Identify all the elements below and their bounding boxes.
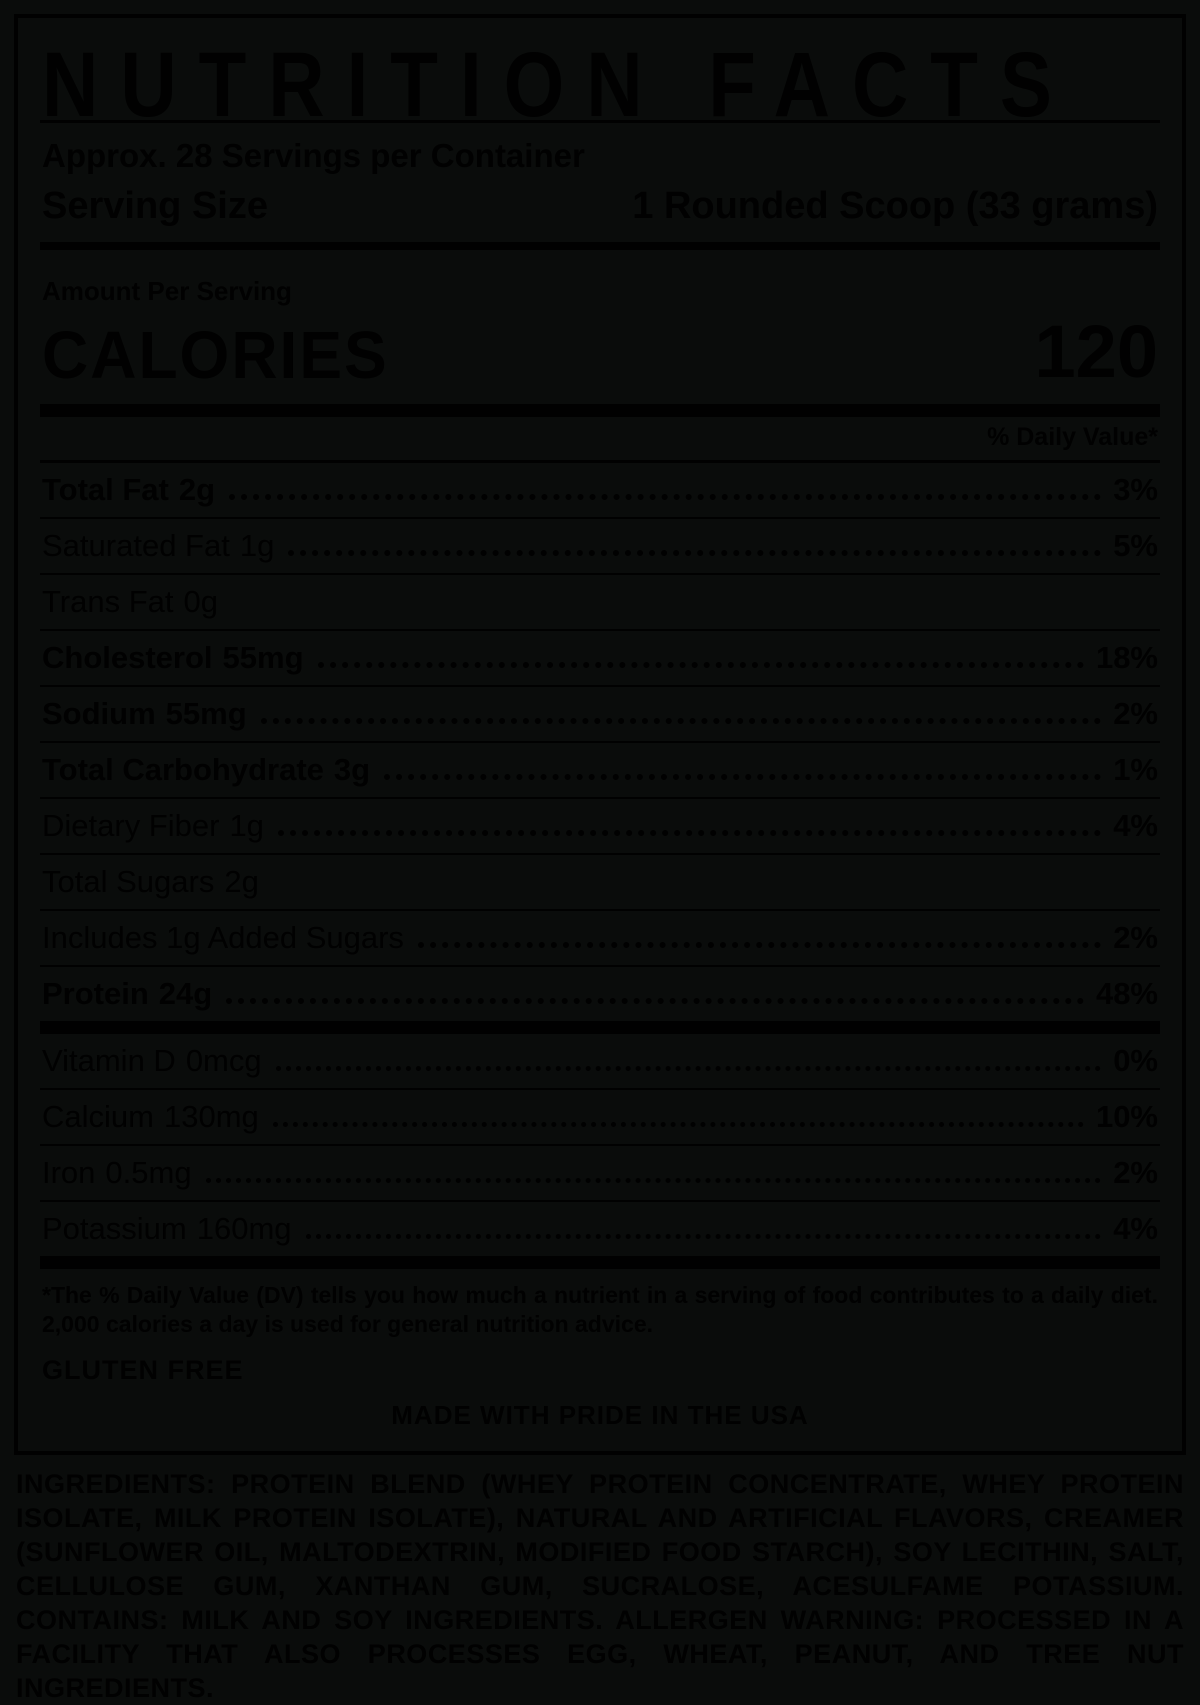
nutrient-row-cholesterol: Cholesterol 55mg 18%	[40, 629, 1160, 685]
dotted-leader	[261, 718, 1102, 724]
serving-size-value: 1 Rounded Scoop (33 grams)	[632, 185, 1158, 227]
daily-value-footnote: *The % Daily Value (DV) tells you how much a nutrient in a serving of food contributes to a daily diet. 2,000 calories a day is used for general nutrition advice.	[42, 1282, 1158, 1337]
dotted-leader	[288, 550, 1101, 556]
divider-thick	[40, 1021, 1160, 1034]
mineral-row-iron: Iron 0.5mg 2%	[40, 1144, 1160, 1200]
calories-row	[40, 307, 1160, 404]
mineral-row-calcium: Calcium 130mg 10%	[40, 1088, 1160, 1144]
serving-size-row	[40, 179, 1160, 242]
dotted-leader	[276, 1066, 1102, 1071]
dotted-leader	[229, 494, 1101, 500]
nutrient-row-dietary-fiber: Dietary Fiber 1g 4%	[40, 797, 1160, 853]
ingredients-paragraph: INGREDIENTS: PROTEIN BLEND (WHEY PROTEIN CONCENTRATE, WHEY PROTEIN ISOLATE, MILK PROTEIN ISOLATE), NATURAL AND ARTIFICIAL FLAVORS, CREAMER (SUNFLOWER OIL, MALTODEXTRIN, MODIFIED FOOD STARCH), SOY LECITHIN, SALT, CELLULOSE GUM, XANTHAN GUM, SUCRALOSE, ACESULFAME POTASSIUM. CONTAINS: MILK AND SOY INGREDIENTS. ALLERGEN WARNING: PROCESSED IN A FACILITY THAT ALSO PROCESSES EGG, WHEAT, PEANUT, AND TREE NUT INGREDIENTS.	[16, 1469, 1184, 1703]
amount-per-serving-label: Amount Per Serving	[42, 276, 292, 306]
mineral-rows	[40, 1034, 1160, 1256]
nutrition-facts-panel	[14, 14, 1186, 1455]
dotted-leader	[226, 998, 1084, 1004]
dotted-leader	[384, 774, 1101, 780]
nutrient-row-protein: Protein 24g 48%	[40, 965, 1160, 1021]
mineral-row-vitamin-d: Vitamin D 0mcg 0%	[42, 1043, 1158, 1078]
gluten-free-badge: GLUTEN FREE	[42, 1355, 244, 1385]
nutrient-row-trans-fat: Trans Fat 0g	[40, 573, 1160, 629]
divider-thick	[40, 404, 1160, 417]
dotted-leader	[318, 662, 1084, 668]
dotted-leader	[278, 830, 1101, 836]
divider-thick	[40, 1256, 1160, 1269]
nutrient-row-total-sugars: Total Sugars 2g	[40, 853, 1160, 909]
calories-value: 120	[1034, 310, 1158, 393]
nutrient-row-saturated-fat: Saturated Fat 1g 5%	[40, 517, 1160, 573]
nutrient-row-sodium: Sodium 55mg 2%	[40, 685, 1160, 741]
servings-per-container: Approx. 28 Servings per Container	[42, 137, 585, 174]
calories-label: CALORIES	[42, 317, 389, 393]
nutrient-row-total-carbohydrate: Total Carbohydrate 3g 1%	[40, 741, 1160, 797]
nutrient-row-added-sugars: Includes 1g Added Sugars 2%	[40, 909, 1160, 965]
daily-value-header: % Daily Value*	[987, 423, 1158, 451]
centered-note: MADE WITH PRIDE IN THE USA	[391, 1400, 809, 1430]
divider	[40, 242, 1160, 250]
dotted-leader	[306, 1234, 1102, 1239]
dotted-leader	[273, 1122, 1084, 1127]
serving-size-label: Serving Size	[42, 185, 268, 227]
nutrient-rows	[40, 463, 1160, 1021]
mineral-row-potassium: Potassium 160mg 4%	[40, 1200, 1160, 1256]
dotted-leader	[206, 1178, 1102, 1183]
panel-title: NUTRITION FACTS	[42, 32, 1074, 137]
nutrient-row-total-fat: Total Fat 2g 3%	[42, 472, 1158, 507]
dotted-leader	[418, 942, 1101, 948]
